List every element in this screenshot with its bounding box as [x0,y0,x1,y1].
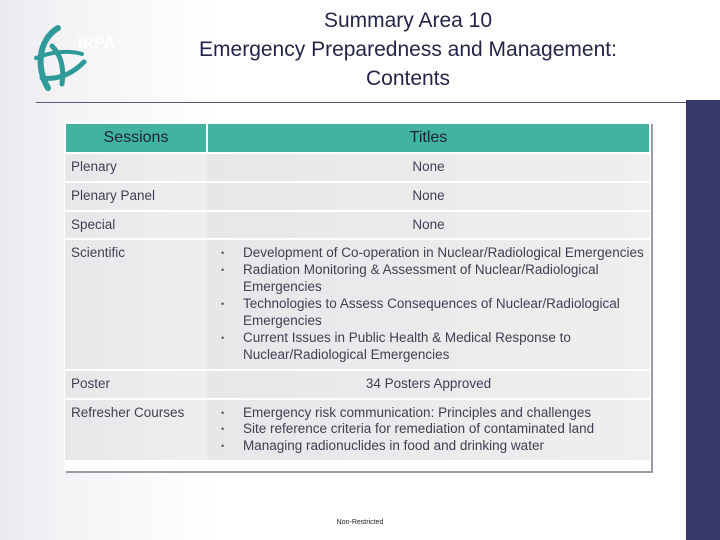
title-cell: None [207,211,650,240]
session-cell: Poster [65,370,207,399]
list-item: • Development of Co-operation in Nuclear/Radiological Emergencies [243,245,644,262]
title-cell [207,239,650,369]
session-cell: Plenary Panel [65,182,207,211]
list-item: • Technologies to Assess Consequences of Nuclear/Radiological Emergencies [243,296,644,330]
list-item: • Site reference criteria for remediation of contaminated land [243,421,644,438]
title-line-2: Emergency Preparedness and Management: [199,38,617,61]
contents-table [64,122,651,471]
title-divider [36,102,686,103]
table-header-row [65,123,650,153]
table-row [65,370,650,399]
title-cell: None [207,182,650,211]
session-cell: Plenary [65,153,207,182]
list-item: • Emergency risk communication: Principles and challenges [243,405,644,422]
session-cell: Special [65,211,207,240]
table-row [65,211,650,240]
title-cell: 34 Posters Approved [207,370,650,399]
slide-title [130,6,686,93]
table-row [65,153,650,182]
session-cell: Scientific [65,239,207,369]
side-bar [686,100,720,540]
list-item: • Radiation Monitoring & Assessment of Nuclear/Radiological Emergencies [243,262,644,296]
irpa-logo-icon [28,18,120,100]
title-line-3: Contents [365,67,451,90]
title-cell [207,399,650,461]
logo-text: IRPA [78,35,116,52]
header-titles: Titles [207,123,650,153]
classification-label: Non-Restricted [336,519,384,526]
scientific-list [213,245,644,363]
title-cell: None [207,153,650,182]
session-cell: Refresher Courses [65,399,207,461]
table-row [65,182,650,211]
header-sessions: Sessions [65,123,207,153]
table-row [65,239,650,369]
title-line-1: Summary Area 10 [323,9,493,32]
list-item: • Current Issues in Public Health & Medical Response to Nuclear/Radiological Emergencies [243,330,644,364]
refresher-list [213,405,644,455]
list-item: • Managing radionuclides in food and drinking water [243,438,644,455]
table-row [65,399,650,461]
